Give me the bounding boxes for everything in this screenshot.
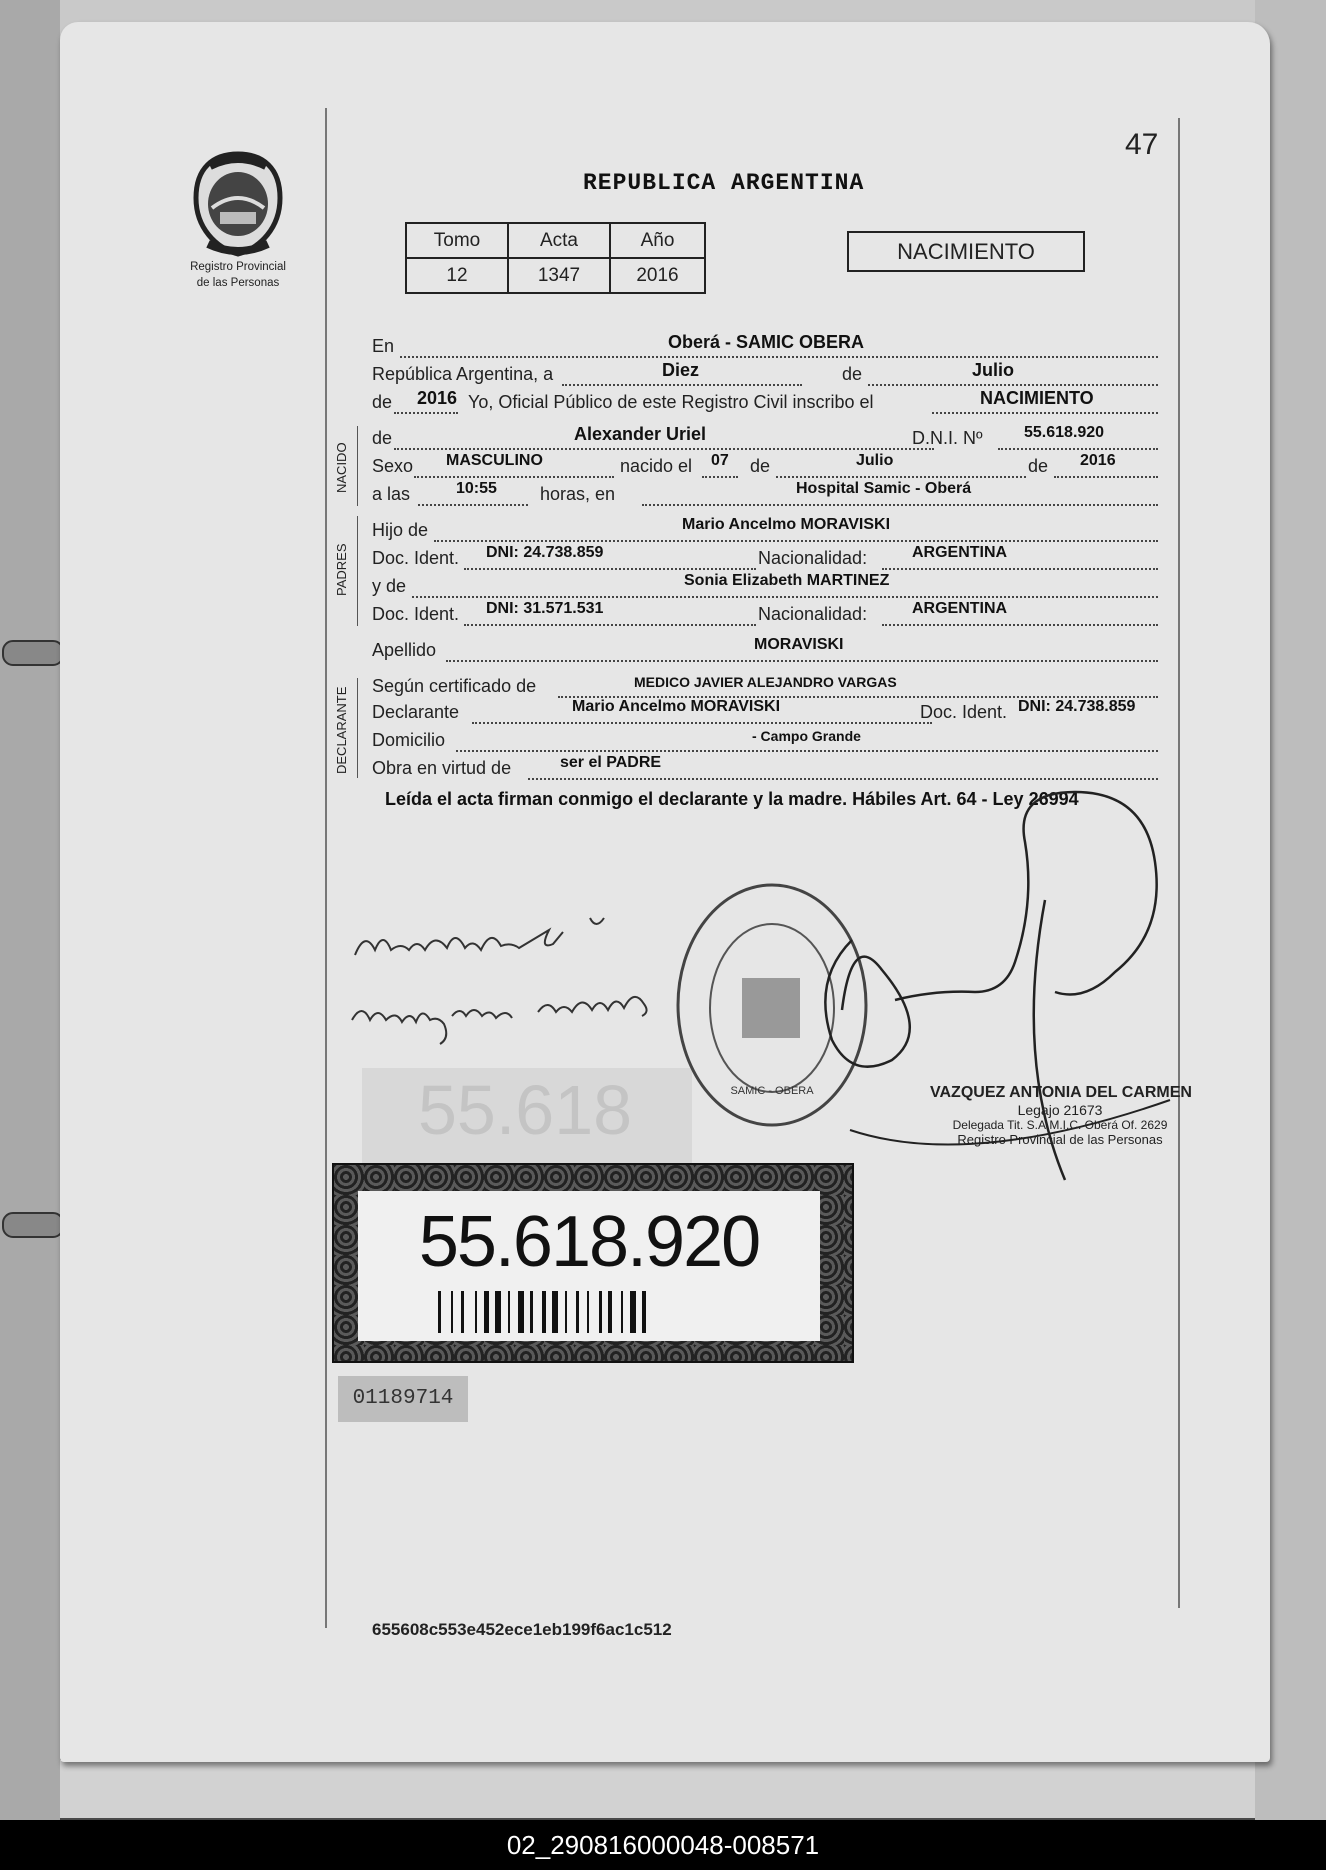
value-sexo: MASCULINO [446, 452, 543, 469]
value-anio: 2016 [610, 258, 705, 293]
logo-caption-2: de las Personas [196, 277, 280, 289]
barcode-bar [565, 1291, 567, 1333]
value-hora: 10:55 [456, 480, 497, 497]
barcode-bar [552, 1291, 558, 1333]
label-de-2: de [750, 456, 771, 476]
value-nombre: Alexander Uriel [574, 424, 707, 444]
document-hash: 655608c553e452ece1eb199f6ac1c512 [372, 1620, 672, 1639]
barcode-bar [451, 1291, 453, 1333]
header-acta: Acta [508, 223, 610, 258]
label-doc-ident-2: Doc. Ident. [372, 604, 460, 624]
stamp-emblem-icon [742, 978, 800, 1038]
label-de: de [842, 364, 863, 384]
signer-block [930, 1084, 1190, 1147]
scan-footer-id: 02_290816000048-008571 [0, 1820, 1326, 1870]
header-tomo: Tomo [406, 223, 508, 258]
label-nacionalidad-2: Nacionalidad: [758, 604, 868, 624]
label-nacido: nacido el [620, 456, 693, 476]
value-madre-doc: DNI: 31.571.531 [486, 600, 604, 617]
barcode-bar [630, 1291, 636, 1333]
label-obra: Obra en virtud de [372, 758, 512, 778]
signer-name: VAZQUEZ ANTONIA DEL CARMEN [930, 1084, 1192, 1101]
value-padre-nac: ARGENTINA [912, 544, 1008, 561]
label-y-de: y de [372, 576, 407, 596]
value-acta: 1347 [508, 258, 610, 293]
value-declarante: Mario Ancelmo MORAVISKI [572, 698, 781, 715]
barcode-bar [518, 1291, 524, 1333]
barcode-bar [438, 1291, 441, 1333]
value-nac-dia: 07 [711, 452, 729, 469]
value-madre-nac: ARGENTINA [912, 600, 1008, 617]
label-segun: Según certificado de [372, 676, 537, 696]
value-padre-doc: DNI: 24.738.859 [486, 544, 604, 561]
barcode-bar [642, 1291, 646, 1333]
label-doc-ident: Doc. Ident. [372, 548, 460, 568]
value-madre: Sonia Elizabeth MARTINEZ [684, 572, 890, 589]
barcode-bar [484, 1291, 489, 1333]
label-doc-ident-3: Doc. Ident. [920, 702, 1008, 722]
signer-legajo: Legajo 21673 [1017, 1102, 1103, 1118]
faded-number: 55.618 [418, 1071, 633, 1149]
serial-number: 01189714 [338, 1376, 468, 1422]
logo-caption-1: Registro Provincial [190, 261, 286, 273]
label-de-3: de [1028, 456, 1049, 476]
barcode-bars [438, 1291, 748, 1333]
signer-org: Registro Provincial de las Personas [957, 1132, 1163, 1147]
barcode-bar [508, 1291, 510, 1333]
barcode-bar [495, 1291, 501, 1333]
barcode-sticker [332, 1163, 854, 1363]
document-title: REPUBLICA ARGENTINA [583, 170, 865, 196]
barcode-bar [542, 1291, 546, 1333]
signer-cargo: Delegada Tit. S.A.M.I.C. Oberá Of. 2629 [952, 1118, 1168, 1132]
side-label-nacido: NACIDO [334, 442, 349, 494]
value-domicilio: - Campo Grande [752, 728, 861, 744]
value-nac-anio: 2016 [1080, 452, 1116, 469]
barcode-bar [621, 1291, 623, 1333]
barcode-bar [461, 1291, 464, 1333]
side-label-declarante: DECLARANTE [334, 686, 349, 774]
value-anio: 2016 [417, 388, 458, 408]
value-tomo: 12 [406, 258, 508, 293]
handwritten-signature-1 [355, 918, 604, 955]
legal-legend: Leída el acta firman conmigo el declarante y la madre. Hábiles Art. 64 - Ley 26994 [385, 789, 1079, 809]
barcode-bar [475, 1291, 477, 1333]
value-acto: NACIMIENTO [980, 388, 1094, 408]
label-de-name: de [372, 428, 393, 448]
side-label-padres: PADRES [334, 543, 349, 597]
barcode-bar [599, 1291, 602, 1333]
stamp-center-text: SAMIC - OBERA [730, 1085, 814, 1097]
barcode-bar [530, 1291, 533, 1333]
label-apellido: Apellido [372, 640, 437, 660]
label-hijo-de: Hijo de [372, 520, 429, 540]
barcode-label [358, 1191, 820, 1341]
label-a-las: a las [372, 484, 411, 504]
value-nac-mes: Julio [856, 452, 894, 469]
barcode-bar [576, 1291, 579, 1333]
label-republica: República Argentina, a [372, 364, 554, 384]
value-declarante-doc: DNI: 24.738.859 [1018, 698, 1136, 715]
value-lugar: Oberá - SAMIC OBERA [668, 332, 865, 352]
label-en: En [372, 336, 395, 356]
value-dni: 55.618.920 [1024, 424, 1105, 441]
value-dia: Diez [662, 360, 700, 380]
handwritten-signature-2 [352, 997, 647, 1044]
barcode-bar [587, 1291, 589, 1333]
label-oficial: Yo, Oficial Público de este Registro Civil inscribo el [468, 392, 874, 412]
value-lugar-nac: Hospital Samic - Oberá [796, 480, 972, 497]
label-dni: D.N.I. Nº [912, 428, 983, 448]
page-number: 47 [1125, 128, 1159, 161]
label-nacionalidad: Nacionalidad: [758, 548, 868, 568]
label-declarante: Declarante [372, 702, 460, 722]
value-apellido: MORAVISKI [754, 636, 844, 653]
label-domicilio: Domicilio [372, 730, 446, 750]
value-padre: Mario Ancelmo MORAVISKI [682, 516, 891, 533]
barcode-bar [608, 1291, 612, 1333]
record-type-box: NACIMIENTO [847, 231, 1085, 272]
value-obra: ser el PADRE [560, 754, 662, 771]
value-mes: Julio [972, 360, 1015, 380]
barcode-number: 55.618.920 [418, 1202, 760, 1282]
label-sexo: Sexo [372, 456, 414, 476]
value-certificado: MEDICO JAVIER ALEJANDRO VARGAS [634, 674, 897, 690]
label-horas: horas, en [540, 484, 616, 504]
label-de-intro: de [372, 392, 393, 412]
header-anio: Año [610, 223, 705, 258]
